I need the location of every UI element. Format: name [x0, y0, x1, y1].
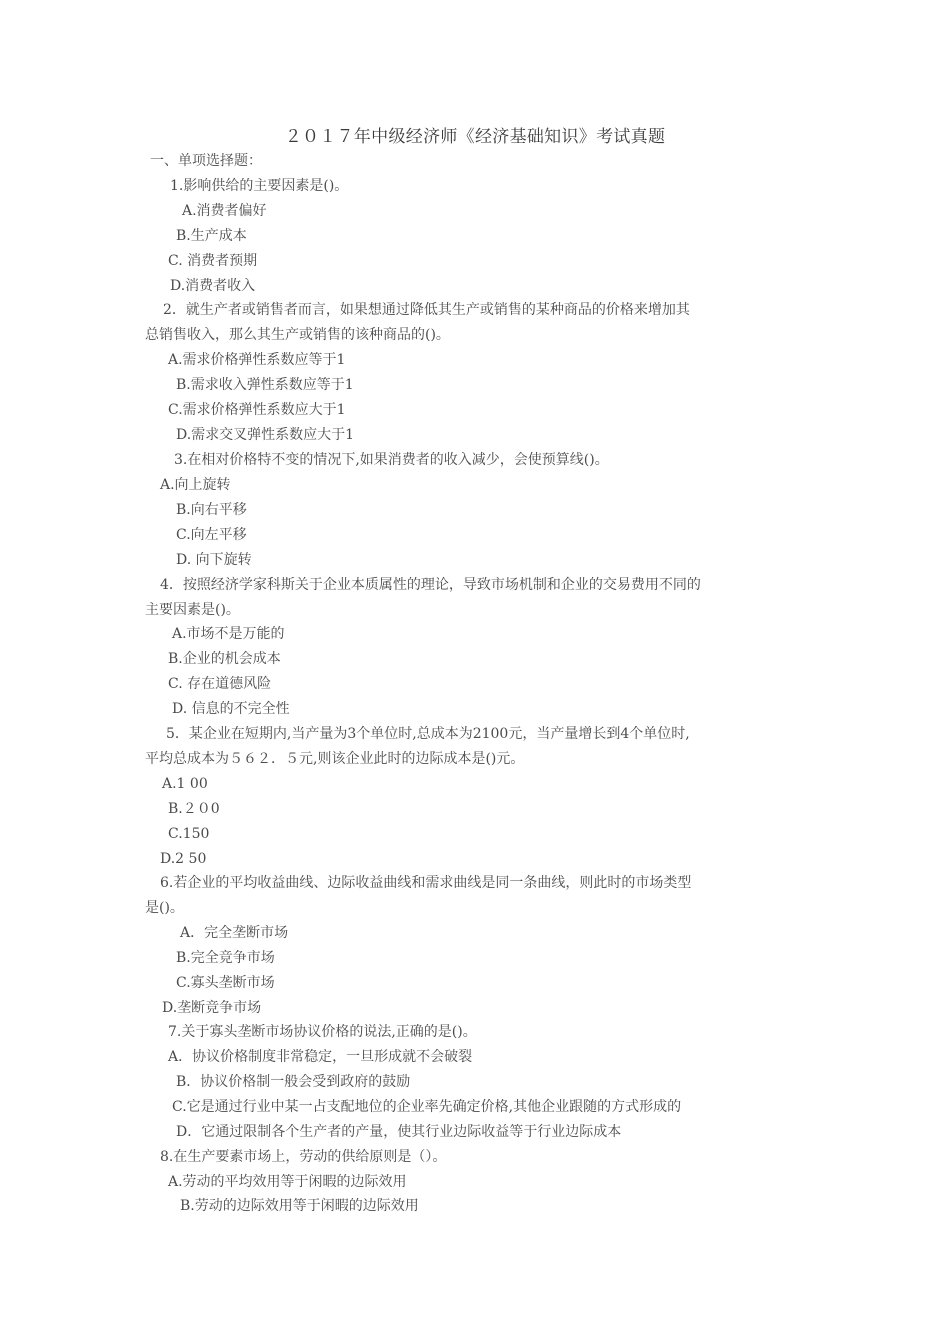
question-4-option-a: A.市场不是万能的	[172, 626, 285, 642]
question-1-option-d: D.消费者收入	[170, 278, 256, 294]
question-1-option-c: C. 消费者预期	[168, 253, 258, 269]
question-6-option-c: C.寡头垄断市场	[176, 975, 275, 991]
question-1-option-a: A.消费者偏好	[182, 203, 267, 219]
question-6-cont: 是()。	[145, 900, 184, 916]
question-3-option-c: C.向左平移	[176, 527, 247, 543]
question-6-option-a: A．完全垄断市场	[180, 925, 289, 941]
section-heading: 一、单项选择题：	[150, 153, 262, 169]
question-2-option-a: A.需求价格弹性系数应等于1	[168, 352, 346, 368]
question-5: 5．某企业在短期内,当产量为3个单位时,总成本为2100元，当产量增长到4个单位时,	[166, 726, 690, 742]
question-4-option-d: D. 信息的不完全性	[172, 701, 290, 717]
question-8-option-b: B.劳动的边际效用等于闲暇的边际效用	[180, 1198, 419, 1214]
question-1-option-b: B.生产成本	[176, 228, 247, 244]
question-2-option-b: B.需求收入弹性系数应等于1	[176, 377, 354, 393]
question-1: 1.影响供给的主要因素是()。	[170, 178, 349, 194]
question-4-option-c: C. 存在道德风险	[168, 676, 272, 692]
question-4: 4．按照经济学家科斯关于企业本质属性的理论，导致市场机制和企业的交易费用不同的	[160, 577, 701, 593]
question-2-option-d: D.需求交叉弹性系数应大于1	[176, 427, 355, 443]
question-5-cont: 平均总成本为５６２．５元,则该企业此时的边际成本是()元。	[145, 751, 525, 767]
question-5-option-d: D.2 50	[160, 851, 207, 867]
question-4-cont: 主要因素是()。	[145, 602, 240, 618]
question-7-option-d: D．它通过限制各个生产者的产量，使其行业边际收益等于行业边际成本	[176, 1124, 622, 1140]
question-3: 3.在相对价格特不变的情况下,如果消费者的收入减少，会使预算线()。	[174, 452, 609, 468]
question-2-option-c: C.需求价格弹性系数应大于1	[168, 402, 346, 418]
question-3-option-b: B.向右平移	[176, 502, 247, 518]
question-3-option-d: D. 向下旋转	[176, 552, 252, 568]
question-8: 8.在生产要素市场上，劳动的供给原则是（）。	[160, 1149, 447, 1165]
question-7: 7.关于寡头垄断市场协议价格的说法,正确的是()。	[168, 1024, 477, 1040]
question-5-option-b: B.２０0	[168, 801, 220, 817]
document-title: ２０１７年中级经济师《经济基础知识》考试真题	[284, 127, 666, 147]
question-6-option-d: D.垄断竞争市场	[162, 1000, 262, 1016]
question-3-option-a: A.向上旋转	[160, 477, 231, 493]
question-5-option-c: C.150	[168, 826, 210, 842]
question-4-option-b: B.企业的机会成本	[168, 651, 281, 667]
question-2-cont: 总销售收入，那么其生产或销售的该种商品的()。	[145, 327, 450, 343]
question-2: 2．就生产者或销售者而言，如果想通过降低其生产或销售的某种商品的价格来增加其	[163, 302, 690, 318]
question-7-option-a: A．协议价格制度非常稳定，一旦形成就不会破裂	[168, 1049, 473, 1065]
question-7-option-c: C.它是通过行业中某一占支配地位的企业率先确定价格,其他企业跟随的方式形成的	[172, 1099, 682, 1115]
question-7-option-b: B．协议价格制一般会受到政府的鼓励	[176, 1074, 411, 1090]
question-8-option-a: A.劳动的平均效用等于闲暇的边际效用	[168, 1174, 407, 1190]
question-5-option-a: A.1 00	[162, 776, 208, 792]
question-6-option-b: B.完全竞争市场	[176, 950, 275, 966]
question-6: 6.若企业的平均收益曲线、边际收益曲线和需求曲线是同一条曲线，则此时的市场类型	[160, 875, 692, 891]
